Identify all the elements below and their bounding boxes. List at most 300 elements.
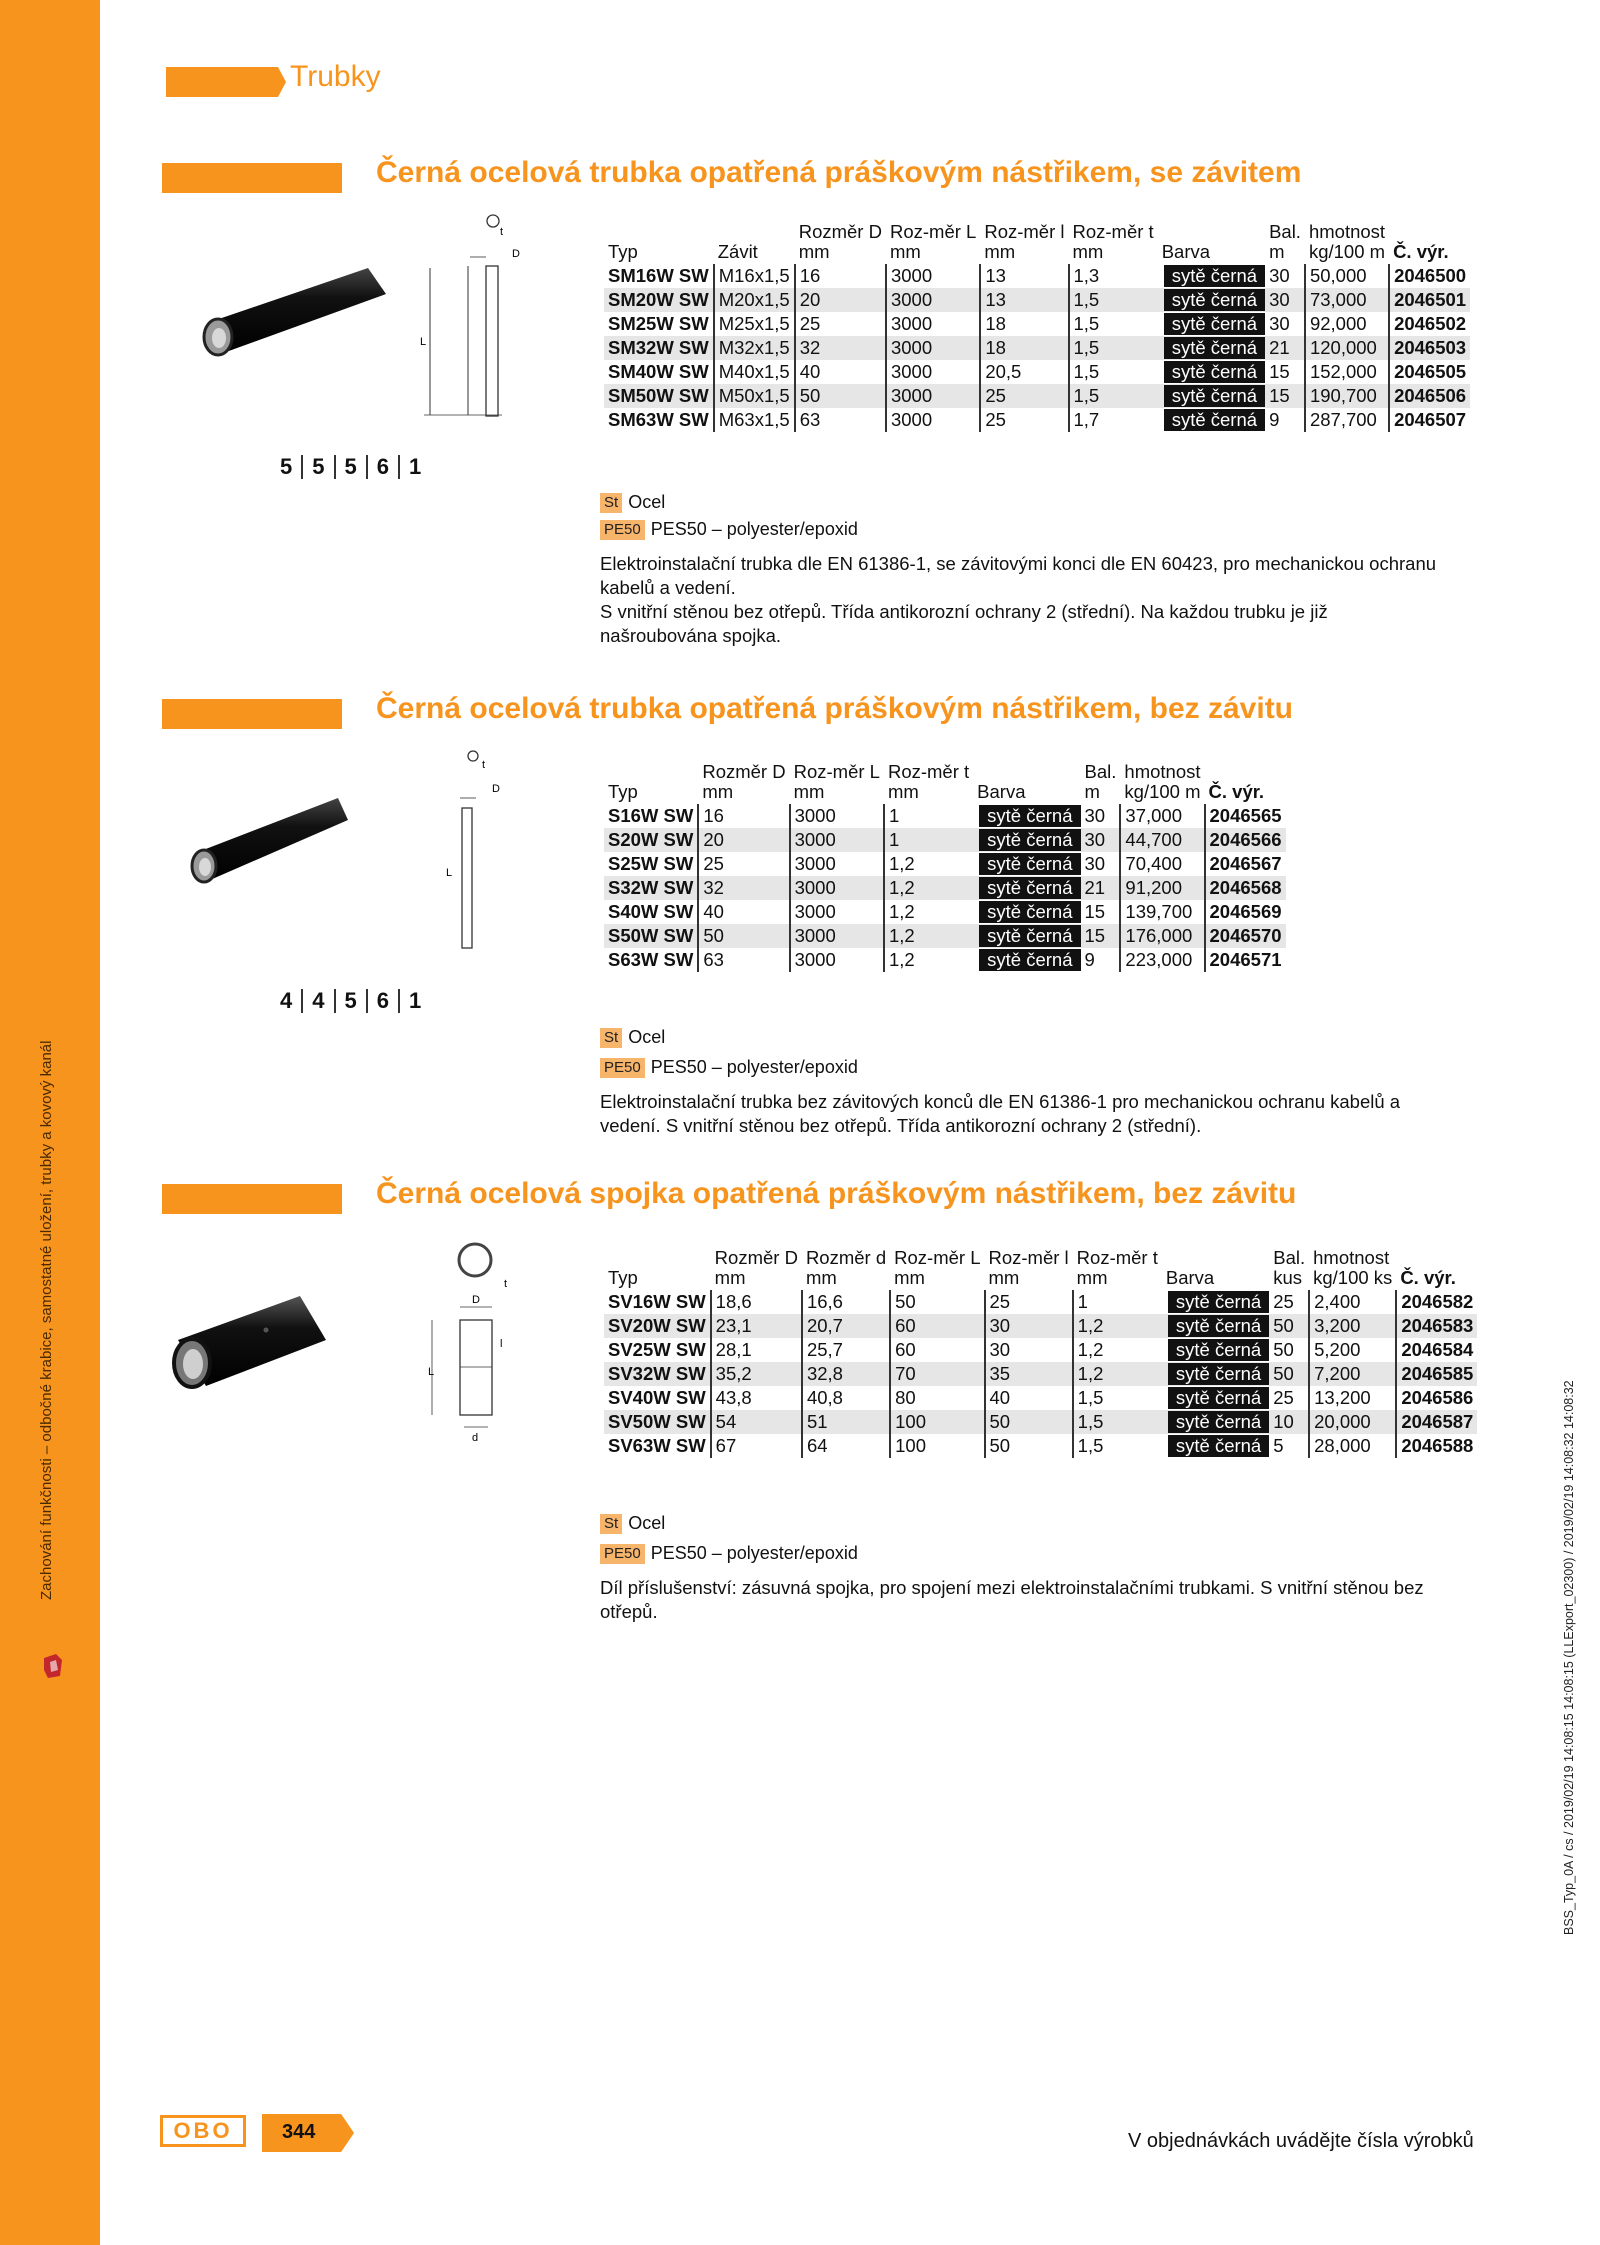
column-header xyxy=(1309,1248,1396,1290)
table-cell: 13,200 xyxy=(1309,1386,1396,1410)
table-cell xyxy=(1162,1338,1269,1362)
table-cell: 50 xyxy=(985,1410,1073,1434)
table-cell: 20,5 xyxy=(980,360,1068,384)
material-row xyxy=(600,519,858,540)
column-header-unit: mm xyxy=(793,781,825,802)
material-text: Ocel xyxy=(628,1027,666,1047)
column-header xyxy=(604,222,714,264)
column-header-unit: Barva xyxy=(1161,241,1211,262)
column-header xyxy=(1081,762,1121,804)
table-cell: 18,6 xyxy=(711,1290,802,1314)
table-cell xyxy=(973,876,1080,900)
column-header xyxy=(1265,222,1305,264)
column-header xyxy=(1158,222,1265,264)
table-cell: 1,2 xyxy=(884,948,973,972)
table-cell: 139,700 xyxy=(1120,900,1204,924)
table-cell: 2,400 xyxy=(1309,1290,1396,1314)
table-cell: 60 xyxy=(890,1314,984,1338)
color-badge: sytě černá xyxy=(1168,1411,1269,1433)
table-cell: 32 xyxy=(795,336,886,360)
table-cell: 30 xyxy=(985,1338,1073,1362)
table-cell: M63x1,5 xyxy=(714,408,795,432)
column-header-unit: Č. výr. xyxy=(1400,1267,1456,1288)
table-cell: 13 xyxy=(980,288,1068,312)
table-cell: 28,1 xyxy=(711,1338,802,1362)
table-row xyxy=(604,1338,1477,1362)
table-cell: 21 xyxy=(1265,336,1305,360)
description-line: Elektroinstalační trubka dle EN 61386-1, se závitovými konci dle EN 60423, pro mechanickou ochranu kabelů a vedení. xyxy=(600,553,1437,598)
table-cell: 2046502 xyxy=(1389,312,1470,336)
table-cell: 3000 xyxy=(790,948,884,972)
table-cell: 2046570 xyxy=(1205,924,1286,948)
table-cell: 40 xyxy=(795,360,886,384)
table-cell: 16 xyxy=(795,264,886,288)
section-title: Černá ocelová trubka opatřená práškovým nástřikem, bez závitu xyxy=(376,692,1294,725)
column-header xyxy=(1396,1248,1477,1290)
table-row xyxy=(604,408,1470,432)
table-row xyxy=(604,1290,1477,1314)
column-header-unit: Typ xyxy=(608,241,638,262)
table-cell: 2046586 xyxy=(1396,1386,1477,1410)
table-cell: 1,5 xyxy=(1069,288,1158,312)
table-cell: 120,000 xyxy=(1305,336,1389,360)
table-cell: 1,5 xyxy=(1073,1434,1162,1458)
table-cell: 50,000 xyxy=(1305,264,1389,288)
table-cell: 30 xyxy=(985,1314,1073,1338)
table-cell: 2046507 xyxy=(1389,408,1470,432)
column-header xyxy=(1120,762,1204,804)
material-chip: PE50 xyxy=(600,520,645,540)
table-cell xyxy=(1162,1314,1269,1338)
table-cell: SM40W SW xyxy=(608,361,709,382)
column-header-top: Roz-měr t xyxy=(1076,1247,1158,1268)
column-header-top: Roz-měr L xyxy=(889,221,977,242)
property-icon: 5 xyxy=(280,454,293,479)
color-badge: sytě černá xyxy=(1168,1435,1269,1457)
table-cell: 28,000 xyxy=(1309,1434,1396,1458)
table-cell: 63 xyxy=(795,408,886,432)
table-cell: 100 xyxy=(890,1434,984,1458)
tube-dimension-drawing xyxy=(440,746,540,956)
table-row xyxy=(604,1386,1477,1410)
table-cell: 2046587 xyxy=(1396,1410,1477,1434)
print-metadata: BSS_Typ_0A / cs / 2019/02/19 14:08:15 14:08:15 (LLExport_02300) / 2019/02/19 14:08:32 14:08:32 xyxy=(1562,1380,1576,1935)
color-badge: sytě černá xyxy=(979,853,1080,875)
column-header-unit: Č. výr. xyxy=(1393,241,1449,262)
table-row xyxy=(604,852,1286,876)
column-header xyxy=(604,1248,711,1290)
table-cell: S20W SW xyxy=(604,828,698,852)
table-cell: 2046500 xyxy=(1389,264,1470,288)
table-cell: 15 xyxy=(1081,924,1121,948)
table-cell: 25 xyxy=(698,852,789,876)
table-cell: 32,8 xyxy=(802,1362,890,1386)
svg-text:t: t xyxy=(482,759,486,771)
column-header-unit: kg/100 ks xyxy=(1313,1267,1393,1288)
column-header-top: Roz-měr t xyxy=(1072,221,1154,242)
table-cell: 64 xyxy=(802,1434,890,1458)
material-text: PES50 – polyester/epoxid xyxy=(650,1057,858,1077)
table-cell: 80 xyxy=(890,1386,984,1410)
column-header-top: Rozměr d xyxy=(805,1247,887,1268)
table-cell: 30 xyxy=(1081,828,1121,852)
material-row xyxy=(600,1027,665,1048)
column-header-top: Bal. xyxy=(1084,761,1117,782)
column-header-unit: m xyxy=(1084,781,1100,802)
column-header-unit: mm xyxy=(798,241,830,262)
section-bar xyxy=(162,1184,342,1214)
column-header-top: hmotnost xyxy=(1308,221,1386,242)
table-cell: 44,700 xyxy=(1120,828,1204,852)
table-cell: 30 xyxy=(1084,853,1106,874)
table-cell: S25W SW xyxy=(608,853,694,874)
table-cell: 3000 xyxy=(886,336,980,360)
property-icon: 1 xyxy=(398,455,430,479)
color-badge: sytě černá xyxy=(1168,1363,1269,1385)
column-header xyxy=(980,222,1068,264)
property-icon: 5 xyxy=(334,989,366,1013)
section-bar xyxy=(162,163,342,193)
property-icon: 5 xyxy=(334,455,366,479)
column-header-unit: mm xyxy=(889,241,921,262)
column-header-unit: Typ xyxy=(608,781,638,802)
table-cell: 43,8 xyxy=(711,1386,802,1410)
table-cell: 20,7 xyxy=(802,1314,890,1338)
tube-dimension-drawing xyxy=(420,210,530,425)
table-cell: 2046567 xyxy=(1205,852,1286,876)
table-cell: 35,2 xyxy=(711,1362,802,1386)
column-header-unit: mm xyxy=(988,1267,1020,1288)
table-cell: 70,400 xyxy=(1120,852,1204,876)
table-cell: 1,2 xyxy=(1073,1314,1162,1338)
svg-text:L: L xyxy=(420,336,427,348)
table-cell: 1 xyxy=(1073,1290,1162,1314)
column-header-top: Bal. xyxy=(1269,221,1301,242)
table-cell: 2046503 xyxy=(1389,336,1470,360)
table-cell: 3000 xyxy=(886,288,980,312)
column-header-top: Rozměr D xyxy=(798,221,882,242)
property-icon: 6 xyxy=(366,989,398,1013)
table-cell xyxy=(1158,384,1265,408)
table-row xyxy=(604,1434,1477,1458)
table-cell: 2046588 xyxy=(1396,1434,1477,1458)
obo-logo: OBO xyxy=(160,2115,246,2147)
table-cell: 1 xyxy=(884,828,973,852)
table-cell: 50 xyxy=(1273,1339,1294,1360)
material-chip: PE50 xyxy=(600,1058,645,1078)
material-row xyxy=(600,1543,858,1564)
section-title: Černá ocelová spojka opatřená práškovým nástřikem, bez závitu xyxy=(376,1177,1297,1210)
coupling-dimension-drawing xyxy=(420,1235,530,1455)
table-row xyxy=(604,876,1286,900)
svg-text:d: d xyxy=(472,1432,479,1444)
column-header xyxy=(973,762,1080,804)
table-cell: M40x1,5 xyxy=(714,360,795,384)
table-cell xyxy=(973,948,1080,972)
table-cell: 30 xyxy=(1269,313,1290,334)
property-icon: 5 xyxy=(301,455,333,479)
table-cell: M20x1,5 xyxy=(714,288,795,312)
table-row xyxy=(604,384,1470,408)
table-cell: 50 xyxy=(1269,1314,1309,1338)
property-icon: 4 xyxy=(280,988,293,1013)
table-cell: 1,2 xyxy=(884,876,973,900)
column-header-unit: mm xyxy=(1072,241,1104,262)
property-icon: 1 xyxy=(398,989,430,1013)
column-header xyxy=(802,1248,890,1290)
column-header-unit: mm xyxy=(805,1267,837,1288)
table-cell: 40 xyxy=(698,900,789,924)
column-header-unit: mm xyxy=(984,241,1016,262)
table-cell: SM25W SW xyxy=(608,313,709,334)
table-cell xyxy=(1158,312,1265,336)
table-row xyxy=(604,360,1470,384)
table-cell: 40,8 xyxy=(802,1386,890,1410)
table-cell: 1,2 xyxy=(884,852,973,876)
table-cell: SV40W SW xyxy=(608,1387,706,1408)
header-tab xyxy=(166,67,286,97)
table-cell: 3000 xyxy=(886,384,980,408)
material-text: Ocel xyxy=(628,1513,666,1533)
column-header-top: Roz-měr L xyxy=(894,1247,981,1268)
table-row xyxy=(604,900,1286,924)
table-cell: 50 xyxy=(795,384,886,408)
table-cell: 2046569 xyxy=(1205,900,1286,924)
property-icon: 6 xyxy=(366,455,398,479)
table-cell xyxy=(1162,1362,1269,1386)
table-cell: 1 xyxy=(884,804,973,828)
table-cell: 1,2 xyxy=(1073,1338,1162,1362)
table-cell: 1,2 xyxy=(884,900,973,924)
product-table xyxy=(604,762,1286,972)
svg-text:t: t xyxy=(500,226,504,238)
description-line: S vnitřní stěnou bez otřepů. Třída antikorozní ochrany 2 (střední). Na každou trubku je již našroubována spojka. xyxy=(600,601,1328,646)
table-cell: SV20W SW xyxy=(604,1314,711,1338)
table-cell: 23,1 xyxy=(711,1314,802,1338)
table-cell xyxy=(1162,1386,1269,1410)
table-cell xyxy=(1158,264,1265,288)
column-header xyxy=(1073,1248,1162,1290)
table-cell: 1,5 xyxy=(1073,1410,1162,1434)
table-cell: 40 xyxy=(985,1386,1073,1410)
table-cell: 30 xyxy=(1265,288,1305,312)
table-cell: 2046565 xyxy=(1205,804,1286,828)
coupling-image xyxy=(170,1290,330,1400)
color-badge: sytě černá xyxy=(1164,361,1265,383)
color-badge: sytě černá xyxy=(1164,337,1265,359)
column-header-unit: mm xyxy=(714,1267,746,1288)
svg-text:t: t xyxy=(504,1278,508,1290)
column-header-unit: mm xyxy=(702,781,734,802)
table-cell: 25 xyxy=(795,312,886,336)
table-cell: 3000 xyxy=(886,312,980,336)
table-row xyxy=(604,924,1286,948)
column-header xyxy=(790,762,884,804)
table-cell: 16 xyxy=(698,804,789,828)
table-cell: 1,5 xyxy=(1069,312,1158,336)
color-badge: sytě černá xyxy=(979,877,1080,899)
table-cell: SV16W SW xyxy=(608,1291,706,1312)
table-cell xyxy=(973,828,1080,852)
table-cell: 152,000 xyxy=(1305,360,1389,384)
description-line: Elektroinstalační trubka bez závitových konců dle EN 61386-1 pro mechanickou ochranu kabelů a vedení. S vnitřní stěnou bez otřepů. Třída antikorozní ochrany 2 (střední). xyxy=(600,1091,1401,1136)
table-cell: 3000 xyxy=(790,876,884,900)
material-chip: St xyxy=(600,1028,622,1048)
table-cell xyxy=(973,924,1080,948)
table-cell: 3000 xyxy=(790,924,884,948)
material-row xyxy=(600,492,665,513)
color-badge: sytě černá xyxy=(1164,265,1265,287)
column-header-top: Bal. xyxy=(1273,1247,1306,1268)
column-header-top: hmotnost xyxy=(1124,761,1201,782)
column-header-unit: kg/100 m xyxy=(1308,241,1386,262)
column-header-unit: kg/100 m xyxy=(1124,781,1201,802)
table-cell: 3000 xyxy=(790,900,884,924)
table-cell: 21 xyxy=(1081,876,1121,900)
table-cell: 5,200 xyxy=(1309,1338,1396,1362)
table-row xyxy=(604,264,1470,288)
description-line: Díl příslušenství: zásuvná spojka, pro spojení mezi elektroinstalačními trubkami. S vnitřní stěnou bez otřepů. xyxy=(600,1577,1424,1622)
column-header-top: Rozměr D xyxy=(702,761,786,782)
table-cell: 20 xyxy=(698,828,789,852)
table-cell: 3000 xyxy=(790,852,884,876)
table-cell: 20,000 xyxy=(1309,1410,1396,1434)
table-cell: 1,2 xyxy=(884,924,973,948)
color-badge: sytě černá xyxy=(1168,1291,1269,1313)
column-header-unit: Barva xyxy=(977,781,1026,802)
column-header-unit: kus xyxy=(1273,1267,1303,1288)
table-cell: SV32W SW xyxy=(604,1362,711,1386)
table-cell: 67 xyxy=(711,1434,802,1458)
table-cell: 2046584 xyxy=(1396,1338,1477,1362)
column-header-unit: Závit xyxy=(717,241,758,262)
column-header xyxy=(604,762,698,804)
material-row xyxy=(600,1057,858,1078)
table-cell xyxy=(1158,336,1265,360)
color-badge: sytě černá xyxy=(979,805,1080,827)
table-cell: 18 xyxy=(980,336,1068,360)
column-header-top: Roz-měr l xyxy=(988,1247,1069,1268)
table-cell: SM20W SW xyxy=(604,288,714,312)
description xyxy=(600,552,1440,648)
threaded-tube-image xyxy=(190,260,390,380)
table-cell: SM63W SW xyxy=(608,409,709,430)
table-cell: 2046501 xyxy=(1389,288,1470,312)
column-header-unit: mm xyxy=(1076,1267,1108,1288)
section-bar xyxy=(162,699,342,729)
table-cell: 16,6 xyxy=(802,1290,890,1314)
table-cell: M16x1,5 xyxy=(714,264,795,288)
table-cell: 1,3 xyxy=(1069,264,1158,288)
table-cell: SV25W SW xyxy=(608,1339,706,1360)
column-header-top: Roz-měr t xyxy=(887,761,970,782)
table-row xyxy=(604,336,1470,360)
column-header xyxy=(1389,222,1470,264)
table-cell xyxy=(1162,1410,1269,1434)
column-header-unit: mm xyxy=(887,781,919,802)
table-cell: 25 xyxy=(980,408,1068,432)
table-cell: 10 xyxy=(1269,1410,1309,1434)
table-cell: 25 xyxy=(985,1290,1073,1314)
description xyxy=(600,1576,1440,1624)
table-cell xyxy=(1158,288,1265,312)
column-header xyxy=(711,1248,802,1290)
table-row xyxy=(604,948,1286,972)
table-cell xyxy=(973,852,1080,876)
svg-text:D: D xyxy=(492,783,500,795)
color-badge: sytě černá xyxy=(1164,313,1265,335)
column-header xyxy=(1305,222,1389,264)
color-badge: sytě černá xyxy=(979,925,1080,947)
table-cell: 5 xyxy=(1273,1435,1284,1456)
svg-text:L: L xyxy=(446,867,453,879)
table-row xyxy=(604,804,1286,828)
svg-text:l: l xyxy=(500,1338,503,1350)
table-cell: 32 xyxy=(698,876,789,900)
table-row xyxy=(604,828,1286,852)
table-cell: 9 xyxy=(1084,949,1095,970)
column-header-unit: Barva xyxy=(1165,1267,1215,1288)
color-badge: sytě černá xyxy=(1164,385,1265,407)
table-cell: 30 xyxy=(1269,265,1290,286)
table-cell: 1,5 xyxy=(1069,384,1158,408)
material-text: Ocel xyxy=(628,492,666,512)
column-header-unit: Č. výr. xyxy=(1208,781,1265,802)
table-cell: 9 xyxy=(1269,409,1280,430)
table-cell: 1,5 xyxy=(1069,360,1158,384)
column-header xyxy=(1269,1248,1309,1290)
column-header xyxy=(886,222,980,264)
table-cell: SM32W SW xyxy=(604,336,714,360)
page-number: 344 xyxy=(282,2121,316,2143)
svg-text:D: D xyxy=(472,1294,480,1306)
table-row xyxy=(604,1314,1477,1338)
table-cell: S16W SW xyxy=(608,805,694,826)
table-cell: S32W SW xyxy=(604,876,698,900)
table-cell: 91,200 xyxy=(1120,876,1204,900)
material-text: PES50 – polyester/epoxid xyxy=(650,1543,858,1563)
property-icons xyxy=(280,989,430,1013)
material-row xyxy=(600,1513,665,1534)
column-header-unit: Typ xyxy=(608,1267,638,1288)
property-icon: 4 xyxy=(301,989,333,1013)
table-cell: 50 xyxy=(1269,1362,1309,1386)
color-badge: sytě černá xyxy=(979,949,1080,971)
table-cell: 1,7 xyxy=(1069,408,1158,432)
material-chip: PE50 xyxy=(600,1544,645,1564)
table-cell: 50 xyxy=(698,924,789,948)
table-row xyxy=(604,288,1470,312)
product-table xyxy=(604,222,1470,432)
table-cell: 287,700 xyxy=(1305,408,1389,432)
plain-tube-image xyxy=(190,790,350,900)
column-header xyxy=(714,222,795,264)
property-icons xyxy=(280,455,430,479)
table-cell: SV63W SW xyxy=(608,1435,706,1456)
color-badge: sytě černá xyxy=(1164,289,1265,311)
table-cell: 73,000 xyxy=(1305,288,1389,312)
page-title: Trubky xyxy=(290,60,381,93)
table-cell: 1,5 xyxy=(1069,336,1158,360)
table-cell: SV50W SW xyxy=(604,1410,711,1434)
table-cell: 2046566 xyxy=(1205,828,1286,852)
column-header-unit: mm xyxy=(894,1267,925,1288)
table-cell: 2046583 xyxy=(1396,1314,1477,1338)
section-title: Černá ocelová trubka opatřená práškovým nástřikem, se závitem xyxy=(376,156,1302,189)
column-header xyxy=(890,1248,984,1290)
table-cell: 60 xyxy=(890,1338,984,1362)
table-cell: 2046571 xyxy=(1205,948,1286,972)
